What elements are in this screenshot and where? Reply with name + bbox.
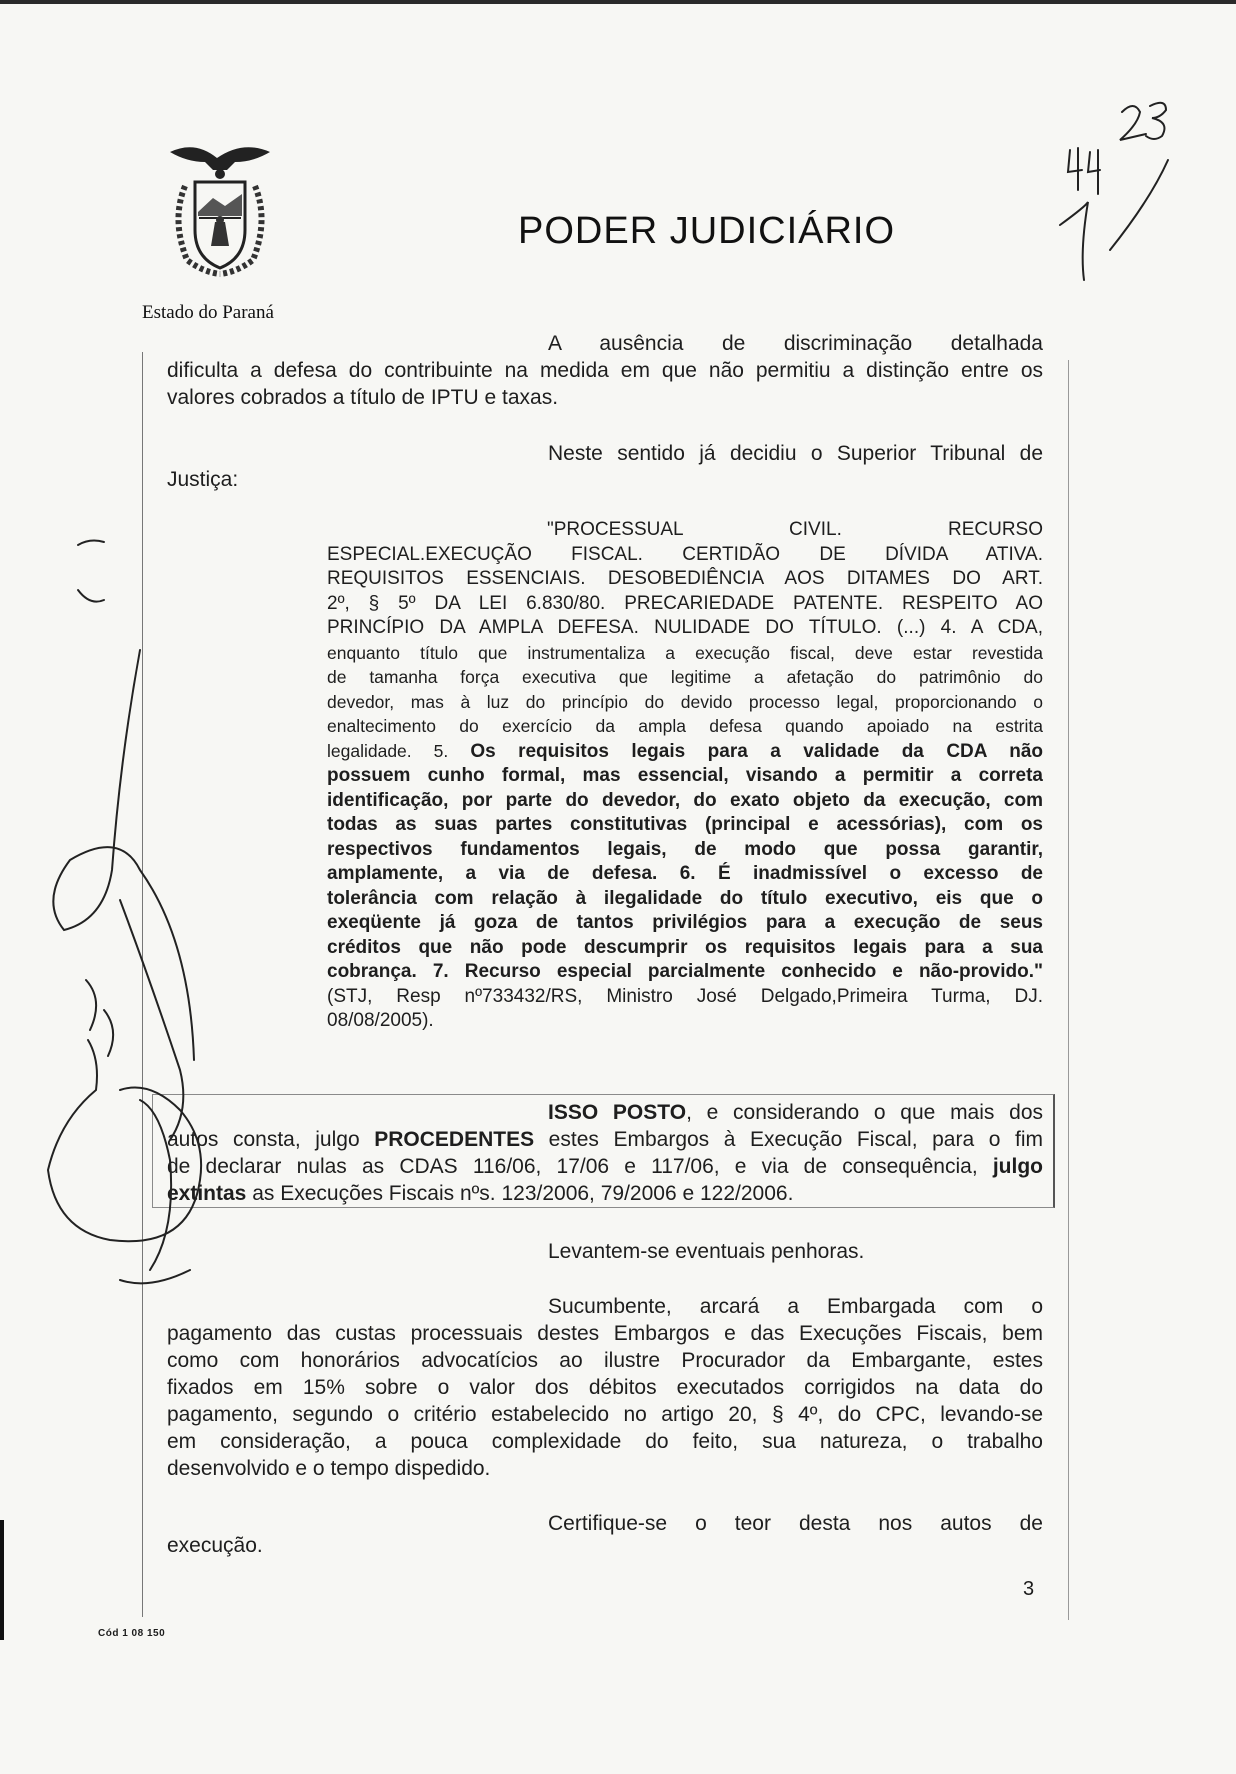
quote-line: exeqüente já goza de tantos privilégios para a execução de seus	[327, 912, 1043, 933]
page-title: PODER JUDICIÁRIO	[518, 210, 896, 252]
jurisprudence-quote	[327, 518, 1043, 1034]
certifique-line-2: execução.	[167, 1534, 263, 1557]
costs-line: Sucumbente, arcará a Embargada com o	[548, 1295, 1043, 1318]
quote-line: créditos que não pode descumprir os requisitos legais para a sua	[327, 936, 1043, 958]
scan-edge-top	[0, 0, 1236, 4]
quote-line: 08/08/2005).	[327, 1010, 434, 1031]
quote-line: identificação, por parte do devedor, do exato objeto da execução, com	[327, 789, 1043, 811]
paragraph-1-line-2: dificulta a defesa do contribuinte na medida em que não permitiu a distinção entre os	[167, 359, 1043, 382]
costs-line: pagamento das custas processuais destes Embargos e das Execuções Fiscais, bem	[167, 1322, 1043, 1345]
quote-line: cobrança. 7. Recurso especial parcialmente conhecido e não-provido."	[327, 961, 1043, 982]
paragraph-1-line-3: valores cobrados a título de IPTU e taxas.	[167, 386, 559, 409]
quote-line: devedor, mas à luz do princípio do devido processo legal, proporcionando o	[327, 691, 1043, 712]
paragraph-2-line-2: Justiça:	[167, 468, 239, 491]
paragraph-1-line-1: A ausência de discriminação detalhada	[548, 332, 1043, 355]
certifique-line-1: Certifique-se o teor desta nos autos de	[548, 1512, 1043, 1535]
quote-line: (STJ, Resp nº733432/RS, Ministro José Delgado,Primeira Turma, DJ.	[327, 985, 1043, 1007]
decision-line-4: extintas as Execuções Fiscais nºs. 123/2006, 79/2006 e 122/2006.	[167, 1182, 794, 1205]
quote-line: respectivos fundamentos legais, de modo que possa garantir,	[327, 838, 1043, 860]
scan-edge-left	[0, 1520, 4, 1640]
left-margin-rule	[142, 352, 143, 1617]
quote-line: enquanto título que instrumentaliza a execução fiscal, deve estar revestida	[327, 642, 1043, 663]
costs-line: fixados em 15% sobre o valor dos débitos executados corrigidos na data do	[167, 1376, 1043, 1399]
quote-line: tolerância com relação à ilegalidade do título executivo, eis que o	[327, 887, 1043, 909]
quote-line: amplamente, a via de defesa. 6. É inadmissível o excesso de	[327, 863, 1043, 884]
decision-line-2: autos consta, julgo PROCEDENTES estes Embargos à Execução Fiscal, para o fim	[167, 1128, 1044, 1151]
costs-line: pagamento, segundo o critério estabelecido no artigo 20, § 4º, do CPC, levando-se	[167, 1403, 1043, 1426]
right-margin-rule	[1068, 360, 1069, 1620]
costs-line: como com honorários advocatícios ao ilustre Procurador da Embargante, estes	[167, 1349, 1043, 1372]
costs-line: em consideração, a pouca complexidade do feito, sua natureza, o trabalho	[167, 1430, 1043, 1453]
quote-line: REQUISITOS ESSENCIAIS. DESOBEDIÊNCIA AOS DITAMES DO ART.	[327, 568, 1043, 589]
decision-line-1: ISSO POSTO, e considerando o que mais dos	[548, 1101, 1043, 1124]
quote-line: "PROCESSUAL CIVIL. RECURSO	[547, 519, 1043, 540]
quote-line: legalidade. 5. Os requisitos legais para a validade da CDA não	[327, 740, 1043, 762]
quote-line: 2º, § 5º DA LEI 6.830/80. PRECARIEDADE PATENTE. RESPEITO AO	[327, 592, 1043, 614]
paragraph-2-line-1: Neste sentido já decidiu o Superior Tribunal de	[548, 442, 1043, 465]
quote-line: ESPECIAL.EXECUÇÃO FISCAL. CERTIDÃO DE DÍVIDA ATIVA.	[327, 543, 1043, 565]
quote-line: PRINCÍPIO DA AMPLA DEFESA. NULIDADE DO TÍTULO. (...) 4. A CDA,	[327, 617, 1043, 638]
costs-line: desenvolvido e o tempo dispedido.	[167, 1457, 491, 1480]
quote-line: todas as suas partes constitutivas (principal e acessórias), com os	[327, 814, 1043, 835]
footer-code: Cód 1 08 150	[98, 1628, 166, 1639]
quote-line: possuem cunho formal, mas essencial, visando a permitir a correta	[327, 765, 1043, 786]
decision-line-3: de declarar nulas as CDAS 116/06, 17/06 e 117/06, e via de consequência, julgo	[167, 1155, 1043, 1178]
quote-line: enaltecimento do exercício da ampla defesa quando apoiado na estrita	[327, 716, 1043, 736]
parana-coat-of-arms-icon	[165, 140, 275, 280]
state-label: Estado do Paraná	[142, 302, 274, 323]
page-number: 3	[1023, 1578, 1035, 1600]
quote-line: de tamanha força executiva que legitime a afetação do patrimônio do	[327, 667, 1043, 687]
penhoras-paragraph: Levantem-se eventuais penhoras.	[548, 1240, 865, 1263]
